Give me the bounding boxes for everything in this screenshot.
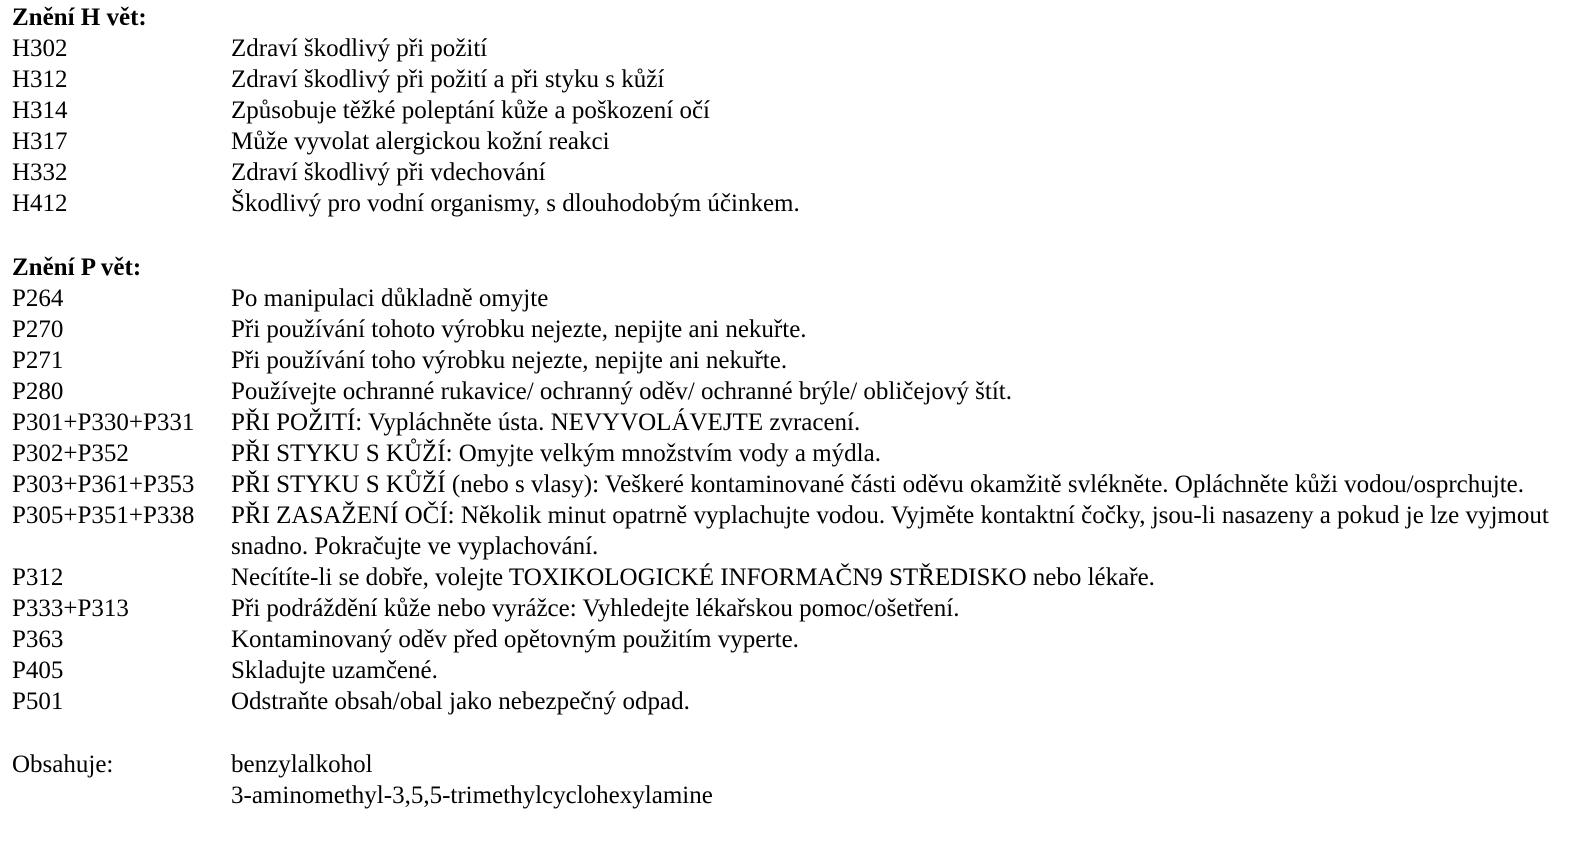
h-statement-code: H317 — [12, 128, 68, 155]
p-statements-heading: Znění P vět: — [12, 254, 142, 281]
h-statement-code: H412 — [12, 190, 68, 217]
p-statement-text: PŘI POŽITÍ: Vypláchněte ústa. NEVYVOLÁVEJTE zvracení. — [231, 409, 861, 436]
h-statements-heading: Znění H vět: — [12, 4, 147, 31]
p-statement-code: P270 — [12, 316, 64, 343]
contains-row — [12, 749, 1567, 780]
contains-item: benzylalkohol — [231, 751, 373, 778]
h-statement-row — [12, 64, 1567, 95]
h-statement-code: H312 — [12, 66, 68, 93]
section-spacer — [12, 717, 1567, 749]
p-statement-row — [12, 283, 1567, 314]
p-statement-text: Po manipulaci důkladně omyjte — [231, 285, 549, 312]
document-page — [12, 2, 1567, 811]
p-statement-row — [12, 469, 1567, 500]
p-statement-row — [12, 314, 1567, 345]
p-statement-code: P301+P330+P331 — [12, 409, 195, 436]
contains-section — [12, 749, 1567, 811]
p-statement-row — [12, 593, 1567, 624]
h-statement-row — [12, 33, 1567, 64]
p-statement-code: P363 — [12, 626, 64, 653]
p-statement-code: P264 — [12, 285, 64, 312]
p-statement-row — [12, 655, 1567, 686]
h-statement-code: H332 — [12, 159, 68, 186]
h-statement-text: Může vyvolat alergickou kožní reakci — [231, 128, 610, 155]
p-statement-code: P303+P361+P353 — [12, 471, 195, 498]
h-statement-text: Způsobuje těžké poleptání kůže a poškození očí — [231, 97, 711, 124]
p-statement-row — [12, 562, 1567, 593]
p-statement-code: P305+P351+P338 — [12, 502, 195, 529]
h-statements-list — [12, 33, 1567, 219]
p-statement-code: P302+P352 — [12, 440, 129, 467]
h-statement-code: H302 — [12, 35, 68, 62]
p-statement-text: Při podráždění kůže nebo vyrážce: Vyhledejte lékařskou pomoc/ošetření. — [231, 595, 960, 622]
h-statement-text: Zdraví škodlivý při vdechování — [231, 159, 546, 186]
p-statement-row — [12, 500, 1567, 562]
p-statement-text: PŘI STYKU S KŮŽÍ (nebo s vlasy): Veškeré kontaminované části oděvu okamžitě svlékněte. Opláchněte kůži vodou/osprchujte. — [231, 471, 1524, 498]
p-statement-code: P271 — [12, 347, 64, 374]
h-statement-text: Škodlivý pro vodní organismy, s dlouhodobým účinkem. — [231, 190, 800, 217]
p-statements-list — [12, 283, 1567, 717]
h-statement-text: Zdraví škodlivý při požití a při styku s kůží — [231, 66, 665, 93]
p-statement-code: P312 — [12, 564, 64, 591]
h-statement-row — [12, 157, 1567, 188]
contains-row — [12, 780, 1567, 811]
p-statement-code: P333+P313 — [12, 595, 129, 622]
h-statement-text: Zdraví škodlivý při požití — [231, 35, 488, 62]
p-statement-code: P280 — [12, 378, 64, 405]
p-statement-code: P405 — [12, 657, 64, 684]
h-statement-row — [12, 188, 1567, 219]
p-statement-text: Používejte ochranné rukavice/ ochranný oděv/ ochranné brýle/ obličejový štít. — [231, 378, 1012, 405]
h-statement-row — [12, 126, 1567, 157]
p-statement-text: PŘI STYKU S KŮŽÍ: Omyjte velkým množstvím vody a mýdla. — [231, 440, 881, 467]
p-statement-text: Necítíte-li se dobře, volejte TOXIKOLOGICKÉ INFORMAČN9 STŘEDISKO nebo lékaře. — [231, 564, 1155, 591]
p-statement-text: Skladujte uzamčené. — [231, 657, 438, 684]
p-statement-row — [12, 438, 1567, 469]
p-statement-text: PŘI ZASAŽENÍ OČÍ: Několik minut opatrně vyplachujte vodou. Vyjměte kontaktní čočky, jsou-li nasazeny a pokud je lze vyjmout snadno. Pokračujte ve vyplachování. — [231, 502, 1549, 560]
h-statement-code: H314 — [12, 97, 68, 124]
section-spacer — [12, 219, 1567, 252]
p-statement-text: Kontaminovaný oděv před opětovným použitím vyperte. — [231, 626, 799, 653]
contains-item: 3-aminomethyl-3,5,5-trimethylcyclohexylamine — [231, 782, 713, 809]
p-statement-row — [12, 407, 1567, 438]
p-statement-text: Při používání tohoto výrobku nejezte, nepijte ani nekuřte. — [231, 316, 807, 343]
p-statement-row — [12, 624, 1567, 655]
p-statement-row — [12, 376, 1567, 407]
h-statement-row — [12, 95, 1567, 126]
p-statement-code: P501 — [12, 688, 64, 715]
p-statement-text: Odstraňte obsah/obal jako nebezpečný odpad. — [231, 688, 690, 715]
p-statement-text: Při používání toho výrobku nejezte, nepijte ani nekuřte. — [231, 347, 788, 374]
p-statement-row — [12, 686, 1567, 717]
contains-label: Obsahuje: — [12, 751, 114, 778]
p-statement-row — [12, 345, 1567, 376]
